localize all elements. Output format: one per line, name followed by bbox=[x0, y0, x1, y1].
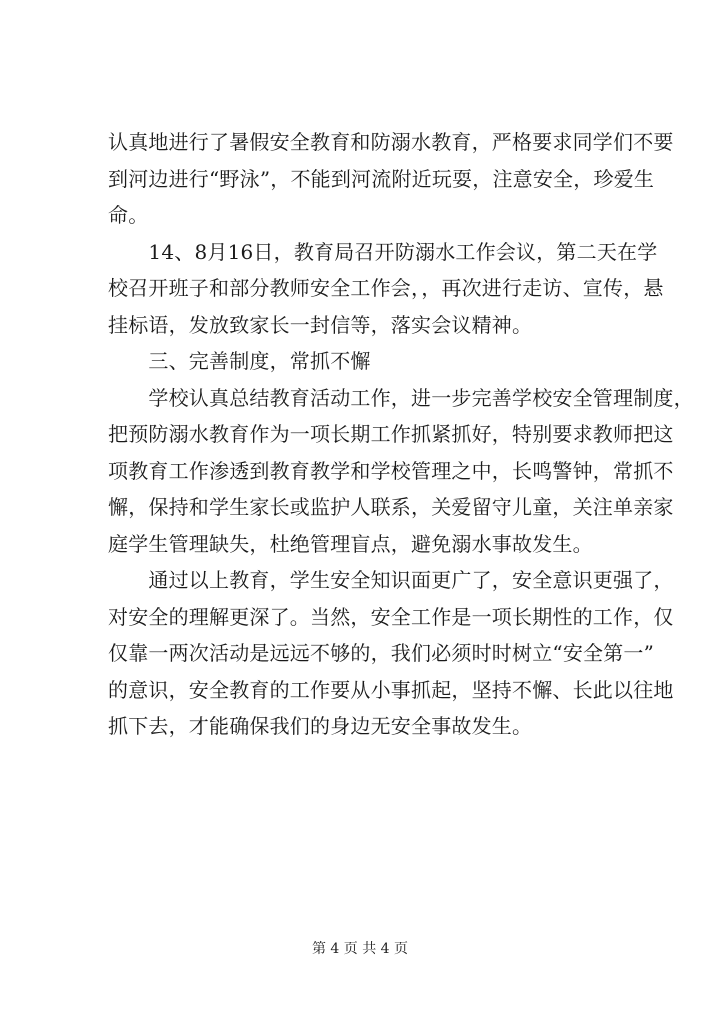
text-line: 学校认真总结教育活动工作，进一步完善学校安全管理制度， bbox=[108, 385, 694, 410]
text-line: 懈，保持和学生家长或监护人联系，关爱留守儿童，关注单亲家 bbox=[108, 495, 674, 519]
text-line: 校召开班子和部分教师安全工作会，，再次进行走访、宣传，悬 bbox=[108, 276, 664, 300]
section-heading: 三、完善制度，常抓不懈 bbox=[108, 349, 371, 373]
text-line: 仅靠一两次活动是远远不够的，我们必须时时树立“安全第一” bbox=[108, 641, 655, 665]
text-line: 认真地进行了暑假安全教育和防溺水教育，严格要求同学们不要 bbox=[108, 130, 674, 154]
page-footer: 第 4 页 共 4 页 bbox=[311, 941, 409, 957]
text-line: 挂标语，发放致家长一封信等，落实会议精神。 bbox=[108, 312, 533, 337]
text-line: 庭学生管理缺失，杜绝管理盲点，避免溺水事故发生。 bbox=[108, 531, 593, 556]
text-line: 命。 bbox=[108, 203, 149, 227]
text-line: 通过以上教育，学生安全知识面更广了，安全意识更强了， bbox=[108, 568, 674, 592]
text-line: 对安全的理解更深了。当然，安全工作是一项长期性的工作，仅 bbox=[108, 604, 674, 629]
text-line: 把预防溺水教育作为一项长期工作抓紧抓好，特别要求教师把这 bbox=[108, 422, 674, 446]
text-line: 的意识，安全教育的工作要从小事抓起，坚持不懈、长此以往地 bbox=[108, 677, 674, 702]
text-line: 抓下去，才能确保我们的身边无安全事故发生。 bbox=[108, 714, 533, 738]
text-line: 到河边进行“野泳”，不能到河流附近玩耍，注意安全，珍爱生 bbox=[108, 166, 655, 191]
text-line: 14、8月16日，教育局召开防溺水工作会议，第二天在学 bbox=[108, 239, 658, 264]
body-text bbox=[108, 124, 694, 745]
text-line: 项教育工作渗透到教育教学和学校管理之中，长鸣警钟，常抓不 bbox=[108, 458, 674, 483]
